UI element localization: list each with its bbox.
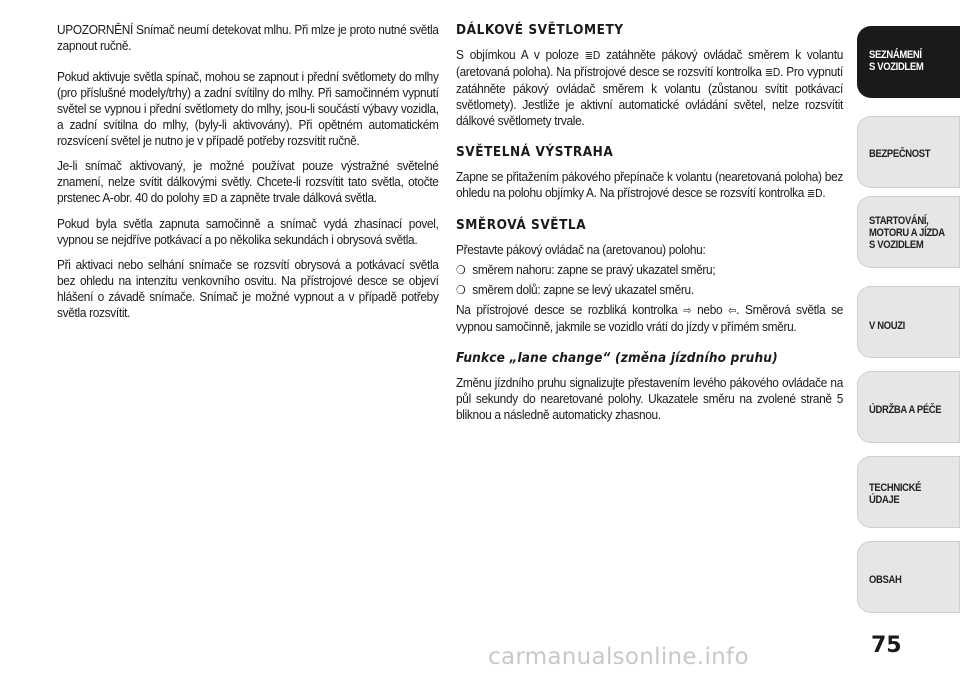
tab-bezpecnost[interactable]: BEZPEČNOST — [857, 116, 960, 188]
high-beam-icon: ≣D — [202, 192, 218, 205]
tab-startovani[interactable]: STARTOVÁNÍ, MOTORU A JÍZDA S VOZIDLEM — [857, 196, 960, 268]
tab-obsah[interactable]: OBSAH — [857, 541, 960, 613]
bullet-icon: ❍ — [456, 263, 466, 277]
section-heading-flash: SVĚTELNÁ VÝSTRAHA — [456, 144, 614, 160]
section-heading-high-beam: DÁLKOVÉ SVĚTLOMETY — [456, 22, 624, 38]
indicators-intro: Přestavte pákový ovládač na (aretovanou) polohu: — [456, 242, 706, 257]
bullet-icon: ❍ — [456, 283, 466, 297]
warning-paragraph: UPOZORNĚNÍ Snímač neumí detekovat mlhu. Při mlze je proto nutné světla zapnout ručně. — [57, 22, 439, 53]
page-number: 75 — [871, 633, 902, 658]
tab-technicke-udaje[interactable]: TECHNICKÉ ÚDAJE — [857, 456, 960, 528]
arrow-left-icon: ⇦ — [728, 304, 737, 317]
auto-off-paragraph: Pokud byla světla zapnuta samočinně a snímač vydá zhasínací povel, vypnou se nejdříve potkávací a po několika sekundách i obrysová světla. — [57, 216, 439, 247]
sensor-failure-paragraph: Při aktivaci nebo selhání snímače se rozsvítí obrysová a potkávací světla bez ohledu na intenzitu venkovního osvitu. Na přístrojové desce se objeví hlášení o závadě snímače. Snímač je možné vypnout a v případě potřeby světla rozsvítit. — [57, 257, 439, 320]
watermark: carmanualsonline.info — [488, 644, 749, 670]
lane-change-paragraph: Změnu jízdního pruhu signalizujte přestavením levého pákového ovládače na půl sekundy do nearetované polohy. Ukazatele směru na zvolené straně 5 bliknou a následně automaticky zhasnou. — [456, 375, 843, 422]
high-beam-icon: ≣D — [764, 66, 781, 79]
tab-v-nouzi[interactable]: V NOUZI — [857, 286, 960, 358]
chapter-tabs — [857, 0, 960, 677]
section-heading-lane-change: Funkce „lane change“ (změna jízdního pruhu) — [456, 350, 778, 366]
high-beam-paragraph: S objímkou A v poloze ≣D zatáhněte pákový ovládač směrem k volantu (aretovaná poloha). Na přístrojové desce se rozsvítí kontrolka ≣D. Pro vypnutí zatáhněte pákový ovládač směrem k volantu (zůstanou svítit potkávací světlomety). Jestliže je aktivní automatické ovládání světel, nelze rozsvítit dálkové světlomety trvale. — [456, 47, 844, 128]
flash-paragraph: Zapne se přitažením pákového přepínače k volantu (nearetovaná poloha) bez ohledu na polohu objímky A. Na přístrojové desce se rozsvítí kontrolka ≣D. — [456, 169, 843, 200]
tab-udrzba[interactable]: ÚDRŽBA A PÉČE — [857, 371, 960, 443]
section-heading-indicators: SMĚROVÁ SVĚTLA — [456, 217, 587, 233]
left-column — [57, 22, 439, 330]
right-column — [456, 22, 843, 432]
list-item: ❍ směrem nahoru: zapne se pravý ukazatel směru; — [456, 262, 716, 277]
high-beam-icon: ≣D — [584, 49, 601, 62]
fog-lights-paragraph: Pokud aktivuje světla spínač, mohou se zapnout i přední světlomety do mlhy (pro příslušné modely/trhy) a zadní svítilny do mlhy. Při samočinném vypnutí světel se vypnou i přední světlomety do mlhy, jsou-li součástí výbavy vozidla, a zadní svítilna do mlhy, (byly-li aktivovány). Při opětném automatickém rozsvícení světel je nutno je v případě potřeby rozsvítit ručně. — [57, 69, 439, 148]
arrow-right-icon: ⇨ — [683, 304, 692, 317]
high-beam-sensor-paragraph: Je-li snímač aktivovaný, je možné používat pouze výstražné světelné znamení, nelze svítit dálkovými světly. Chcete-li rozsvítit tato světla, otočte prstenec A-obr. 40 do polohy ≣D a zapněte trvale dálková světla. — [57, 158, 439, 205]
indicators-paragraph: Na přístrojové desce se rozbliká kontrolka ⇨ nebo ⇦. Směrová světla se vypnou samočinně, jakmile se vozidlo vrátí do jízdy v přímém směru. — [456, 302, 843, 334]
list-item: ❍ směrem dolů: zapne se levý ukazatel směru. — [456, 282, 694, 297]
tab-seznameni[interactable]: SEZNÁMENÍ S VOZIDLEM — [857, 26, 960, 98]
high-beam-icon: ≣D — [807, 187, 823, 200]
